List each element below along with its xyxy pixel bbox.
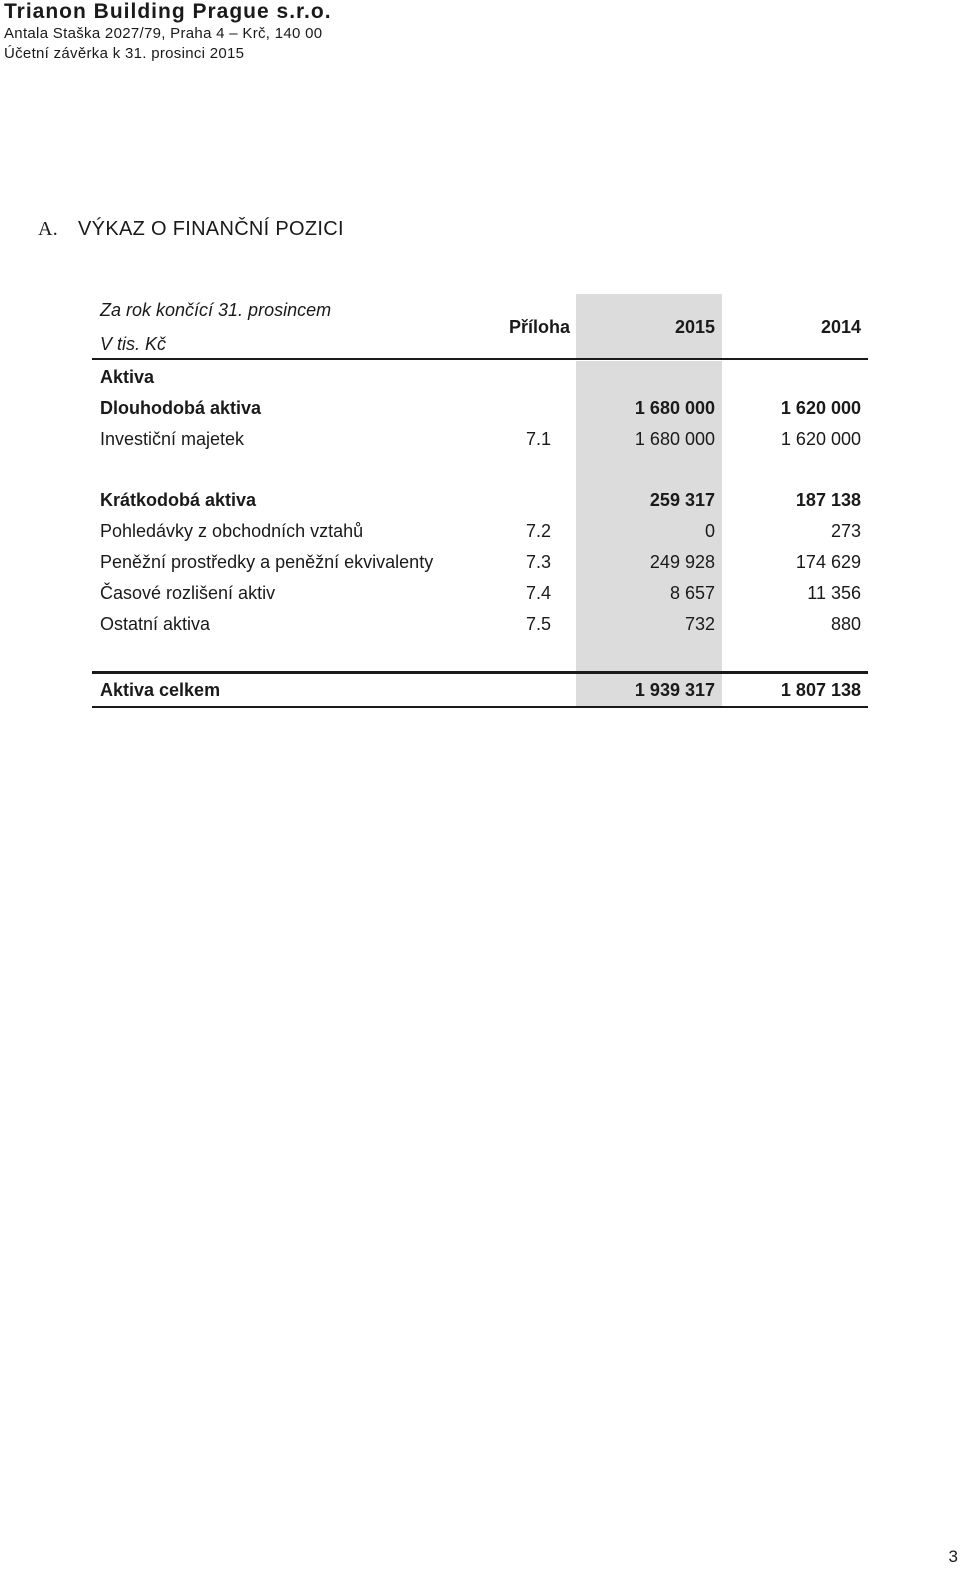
row-value-2014: 1 620 000 — [780, 398, 861, 418]
document-header — [4, 0, 332, 64]
row-label: Krátkodobá aktiva — [100, 490, 257, 510]
row-value-2015: 249 928 — [649, 552, 715, 572]
row-note: 7.1 — [526, 429, 552, 449]
section-letter: A. — [38, 218, 59, 240]
row-label-assets: Aktiva — [100, 367, 155, 387]
row-value-2015: 0 — [704, 521, 715, 541]
company-name: Trianon Building Prague s.r.o. — [4, 0, 332, 23]
page-number: 3 — [948, 1547, 958, 1566]
company-address: Antala Staška 2027/79, Praha 4 – Krč, 140 00 — [4, 25, 323, 42]
row-value-2014: 273 — [830, 521, 861, 541]
total-top-rule — [92, 671, 868, 674]
row-value-2014: 187 138 — [795, 490, 861, 510]
section-heading — [38, 218, 344, 241]
row-note: 7.4 — [526, 583, 552, 603]
total-label: Aktiva celkem — [100, 680, 221, 700]
row-label: Investiční majetek — [100, 429, 245, 449]
row-label: Pohledávky z obchodních vztahů — [100, 521, 364, 541]
row-value-2014: 880 — [830, 614, 861, 634]
row-label: Ostatní aktiva — [100, 614, 211, 634]
row-value-2015: 1 680 000 — [634, 429, 715, 449]
row-value-2014: 1 620 000 — [780, 429, 861, 449]
total-bottom-rule — [92, 706, 868, 708]
row-label: Dlouhodobá aktiva — [100, 398, 262, 418]
header-rule — [92, 358, 868, 360]
row-value-2015: 8 657 — [669, 583, 715, 603]
total-value-2015: 1 939 317 — [634, 680, 715, 700]
table-caption-period: Za rok končící 31. prosincem — [100, 300, 332, 320]
row-value-2014: 174 629 — [795, 552, 861, 572]
column-header-note: Příloha — [509, 317, 571, 337]
total-value-2014: 1 807 138 — [780, 680, 861, 700]
row-note: 7.5 — [526, 614, 552, 634]
row-note: 7.2 — [526, 521, 552, 541]
row-value-2014: 11 356 — [807, 583, 861, 603]
row-note: 7.3 — [526, 552, 552, 572]
row-label: Peněžní prostředky a peněžní ekvivalenty — [100, 552, 434, 572]
table-caption-units: V tis. Kč — [100, 334, 167, 354]
row-label: Časové rozlišení aktiv — [100, 583, 276, 603]
row-value-2015: 732 — [684, 614, 715, 634]
row-value-2015: 1 680 000 — [634, 398, 715, 418]
column-header-2014: 2014 — [820, 317, 861, 337]
report-period: Účetní závěrka k 31. prosinci 2015 — [4, 45, 245, 62]
column-header-2015: 2015 — [674, 317, 715, 337]
row-value-2015: 259 317 — [649, 490, 715, 510]
section-title: VÝKAZ O FINANČNÍ POZICI — [78, 218, 344, 240]
